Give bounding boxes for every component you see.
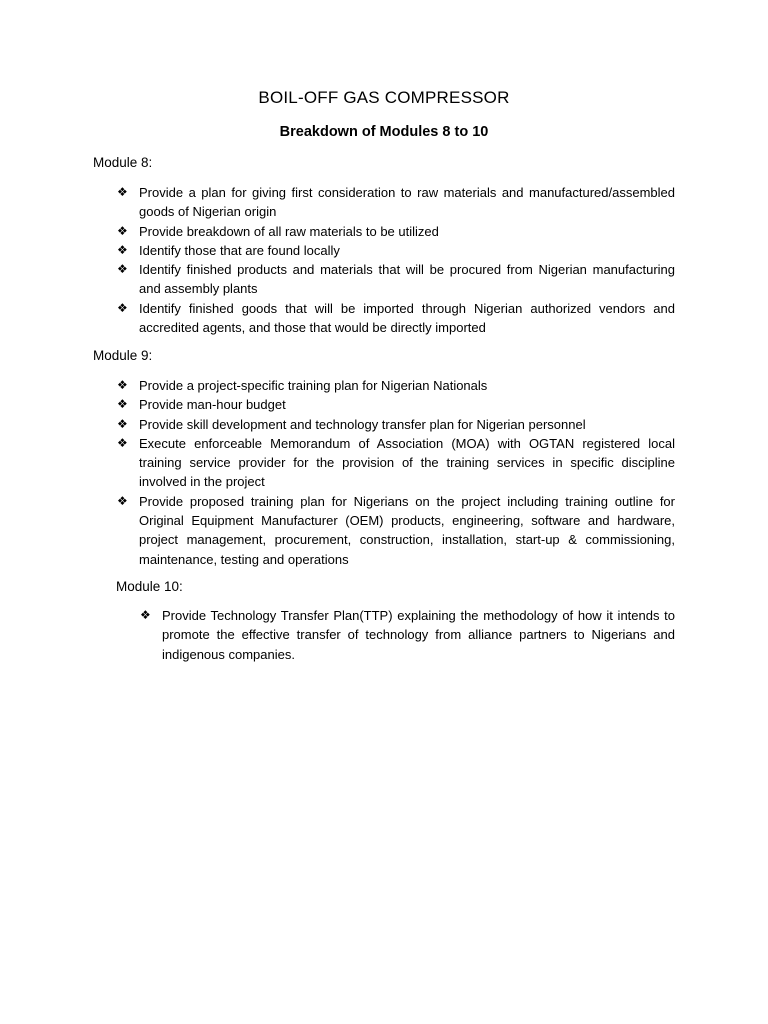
four-diamond-bullet-icon: ❖ [117, 435, 128, 450]
list-item: ❖ Provide skill development and technology transfer plan for Nigerian personnel [139, 415, 675, 434]
list-item: ❖ Provide breakdown of all raw materials to be utilized [139, 222, 675, 241]
four-diamond-bullet-icon: ❖ [117, 493, 128, 508]
four-diamond-bullet-icon: ❖ [117, 185, 128, 199]
four-diamond-bullet-icon: ❖ [117, 242, 128, 257]
four-diamond-bullet-icon: ❖ [117, 397, 128, 412]
four-diamond-bullet-icon: ❖ [117, 300, 128, 315]
list-item: ❖ Provide man-hour budget [139, 395, 675, 414]
document-subtitle: Breakdown of Modules 8 to 10 [279, 124, 489, 140]
four-diamond-bullet-icon: ❖ [140, 608, 151, 622]
list-item: ❖ Identify finished products and materials that will be procured from Nigerian manufacturing and assembly plants [117, 262, 675, 297]
list-item: ❖ Provide proposed training plan for Nigerians on the project including training outline for Original Equipment Manufacturer (OEM) products, engineering, software and hardware, project management, procurement, construction, installation, start-up & commissioning, maintenance, testing and operations [117, 493, 675, 567]
list-item: ❖ Identify finished goods that will be imported through Nigerian authorized vendors and accredited agents, and those that would be directly imported [117, 300, 675, 336]
module-10-heading: Module 10: [116, 579, 183, 594]
list-item: ❖ Provide a project-specific training plan for Nigerian Nationals [139, 376, 675, 395]
four-diamond-bullet-icon: ❖ [117, 416, 128, 431]
list-item: ❖ Identify those that are found locally [139, 241, 675, 260]
module-10-list [140, 606, 675, 664]
four-diamond-bullet-icon: ❖ [117, 223, 128, 238]
module-9-heading: Module 9: [93, 348, 153, 363]
list-item: ❖ Execute enforceable Memorandum of Association (MOA) with OGTAN registered local training service provider for the provision of the training services in specific discipline involved in the project [117, 435, 675, 490]
document-title: BOIL-OFF GAS COMPRESSOR [258, 88, 510, 107]
four-diamond-bullet-icon: ❖ [117, 262, 128, 277]
module-9-list [117, 376, 675, 569]
module-8-heading: Module 8: [93, 155, 153, 170]
module-8-list [117, 183, 675, 337]
four-diamond-bullet-icon: ❖ [117, 378, 128, 392]
list-item: ❖ Provide a plan for giving first consideration to raw materials and manufactured/assembled goods of Nigerian origin [117, 185, 675, 220]
list-item: ❖ Provide Technology Transfer Plan(TTP) explaining the methodology of how it intends to promote the effective transfer of technology from alliance partners to Nigerians and indigenous companies. [140, 608, 675, 662]
